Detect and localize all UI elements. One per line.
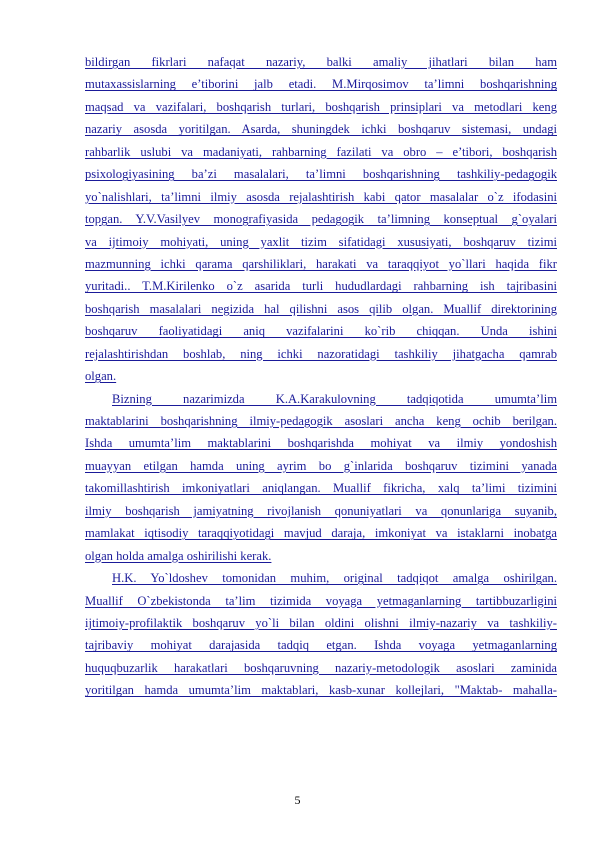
paragraph-1-line-14: rejalashtirishdan boshlab, ning ichki nazoratidagi tashkiliy jihatgacha qamrab bbox=[85, 346, 557, 361]
paragraph-3-line-6: yoritilgan hamda umumta’lim maktablari, kasb-xunar kollejlari, "Maktab- mahalla- bbox=[85, 683, 557, 698]
paragraph-2-line-4: muayyan etilgan hamda uning ayrim bo g`inlarida boshqaruv tizimini yanada bbox=[85, 458, 557, 473]
paragraph-1-line-3: maqsad va vazifalari, boshqarish turlari, boshqarish prinsiplari va metodlari keng bbox=[85, 99, 557, 114]
paragraph-2-line-6: ilmiy boshqarish jamiyatning rivojlanish qonuniyatlari va qonunlariga suyanib, bbox=[85, 503, 557, 518]
paragraph-2-line-3: Ishda umumta’lim maktablarini boshqarishda mohiyat va ilmiy yondoshish bbox=[85, 436, 557, 451]
paragraph-2-line-1: Bizning nazarimizda K.A.Karakulovning tadqiqotida umumta’lim bbox=[112, 391, 557, 406]
page-number: 5 bbox=[294, 793, 301, 807]
paragraph-3-line-3: ijtimoiy-profilaktik boshqaruv yo`li bilan oldini olishni ilmiy-nazariy va tashkiliy- bbox=[85, 615, 557, 630]
paragraph-3-line-1: H.K. Yo`ldoshev tomonidan muhim, original tadqiqot amalga oshirilgan. bbox=[112, 571, 557, 586]
paragraph-1-line-9: va ijtimoiy mohiyati, uning yaxlit tizim sifatidagi xususiyati, boshqaruv tizimi bbox=[85, 234, 557, 249]
paragraph-2-line-8: olgan holda amalga oshirilishi kerak. bbox=[85, 548, 272, 563]
paragraph-1-line-4: nazariy asosda yoritilgan. Asarda, shuningdek ichki boshqaruv sistemasi, undagi bbox=[85, 122, 557, 137]
paragraph-1-line-5: rahbarlik uslubi va madaniyati, rahbarning fazilati va obro – e’tibori, boshqarish bbox=[85, 144, 557, 159]
paragraph-3-line-5: huquqbuzarlik harakatlari boshqaruvning nazariy-metodologik asoslari zaminida bbox=[85, 660, 557, 675]
paragraph-1-line-11: yuritadi.. T.M.Kirilenko o`z asarida turli hududlardagi rahbarning ish tajribasini bbox=[85, 279, 557, 294]
paragraph-3-line-2: Muallif O`zbekistonda ta’lim tizimida voyaga yetmaganlarning tartibbuzarligini bbox=[85, 593, 557, 608]
paragraph-1-line-8: topgan. Y.V.Vasilyev monografiyasida pedagogik ta’limning konseptual g`oyalari bbox=[85, 212, 557, 227]
paragraph-2-line-7: mamlakat iqtisodiy taraqqiyotidagi mavjud daraja, imkoniyat va istaklarni inobatga bbox=[85, 526, 557, 541]
paragraph-1-line-12: boshqarish masalalari negizida hal qilishni asos qilib olgan. Muallif direktorining bbox=[85, 301, 557, 316]
paragraph-2-line-5: takomillashtirish imkoniyatlari aniqlangan. Muallif fikricha, xalq ta’limi tizimini bbox=[85, 481, 557, 496]
paragraph-1-line-2: mutaxassislarning e’tiborini jalb etadi. M.Mirqosimov ta’limni boshqarishning bbox=[85, 77, 557, 92]
paragraph-1-line-13: boshqaruv faoliyatidagi aniq vazifalarini ko`rib chiqqan. Unda ishini bbox=[85, 324, 557, 339]
paragraph-2-line-2: maktablarini boshqarishning ilmiy-pedagogik asoslari ancha keng ochib berilgan. bbox=[85, 414, 557, 428]
paragraph-1-line-15: olgan. bbox=[85, 369, 117, 384]
paragraph-1-line-7: yo`nalishlari, ta’limni ilmiy asosda rejalashtirish kabi qator masalalar o`z ifodasini bbox=[85, 189, 557, 204]
paragraph-1-line-6: psixologiyasining ba’zi masalalari, ta’limni boshqarishning tashkiliy-pedagogik bbox=[85, 167, 557, 182]
paragraph-1-line-10: mazmunning ichki qarama qarshiliklari, harakati va taraqqiyot yo`llari haqida fikr bbox=[85, 256, 557, 271]
body-text bbox=[85, 51, 557, 702]
paragraph-3-line-4: tajribaviy mohiyat darajasida tadqiq etgan. Ishda voyaga yetmaganlarning bbox=[85, 638, 557, 653]
paragraph-1-line-1: bildirgan fikrlari nafaqat nazariy, balki amaliy jihatlari bilan ham bbox=[85, 55, 557, 69]
